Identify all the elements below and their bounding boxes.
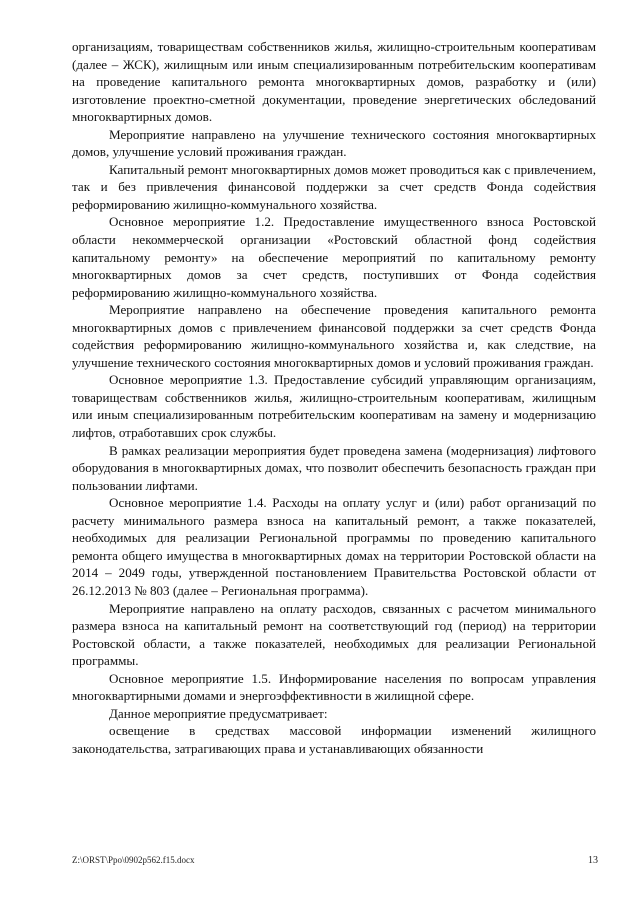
paragraph: Мероприятие направлено на оплату расходов, связанных с расчетом минимального размера взноса на капитальный ремонт на соответствующий год (период) на территории Ростовской области, а также показателей, необходимых для реализации Региональной программы. [72, 600, 596, 669]
paragraph: Основное мероприятие 1.4. Расходы на оплату услуг и (или) работ организаций по расчету минимального размера взноса на капитальный ремонт, а также показателей, необходимых для реализации Региональной программы по проведению капитального ремонта общего имущества в многоквартирных домах на территории Ростовской области на 2014 – 2049 годы, утвержденной постановлением Правительства Ростовской области от 26.12.2013 № 803 (далее – Региональная программа). [72, 495, 596, 598]
footer-file-path: Z:\ORST\Ppo\0902p562.f15.docx [72, 855, 195, 865]
paragraph: освещение в средствах массовой информации изменений жилищного законодательства, затрагивающих права и устанавливающих обязанности [72, 723, 596, 756]
paragraph: Мероприятие направлено на улучшение технического состояния многоквартирных домов, улучшение условий проживания граждан. [72, 126, 596, 160]
paragraph: Основное мероприятие 1.2. Предоставление имущественного взноса Ростовской области некоммерческой организации «Ростовский областной фонд содействия капитальному ремонту» на обеспечение мероприятий по капитальному ремонту многоквартирных домов за счет средств, поступивших от Фонда содействия реформированию жилищно-коммунального хозяйства. [72, 214, 596, 300]
page-number: 13 [588, 855, 598, 866]
paragraph: В рамках реализации мероприятия будет проведена замена (модернизация) лифтового оборудования в многоквартирных домах, что позволит обеспечить безопасность граждан при пользовании лифтами. [72, 442, 596, 493]
paragraph: Данное мероприятие предусматривает: [109, 705, 328, 721]
body-text [72, 38, 596, 757]
paragraph: Мероприятие направлено на обеспечение проведения капитального ремонта многоквартирных домов с привлечением финансовой поддержки за счет средств Фонда содействия реформированию жилищно-коммунального хозяйства и, как следствие, на улучшение технического состояния многоквартирных домов и условий проживания граждан. [72, 302, 596, 370]
paragraph: Капитальный ремонт многоквартирных домов может проводиться как с привлечением, так и без привлечения финансовой поддержки за счет средств Фонда содействия реформированию жилищно-коммунального хозяйства. [72, 161, 596, 212]
paragraph: Основное мероприятие 1.3. Предоставление субсидий управляющим организациям, товариществам собственников жилья, жилищно-строительным кооперативам, жилищным или иным специализированным потребительским кооперативам на замену и модернизацию лифтов, отработавших срок службы. [72, 372, 596, 441]
paragraph-continuation: организациям, товариществам собственников жилья, жилищно-строительным кооперативам (далее – ЖСК), жилищным или иным специализированным потребительским кооперативам на проведение капитального ремонта многоквартирных домов, разработку и (или) изготовление проектно-сметной документации, проведение энергетических обследований многоквартирных домов. [72, 39, 596, 125]
paragraph: Основное мероприятие 1.5. Информирование населения по вопросам управления многоквартирными домами и энергоэффективности в жилищной сфере. [72, 670, 596, 704]
